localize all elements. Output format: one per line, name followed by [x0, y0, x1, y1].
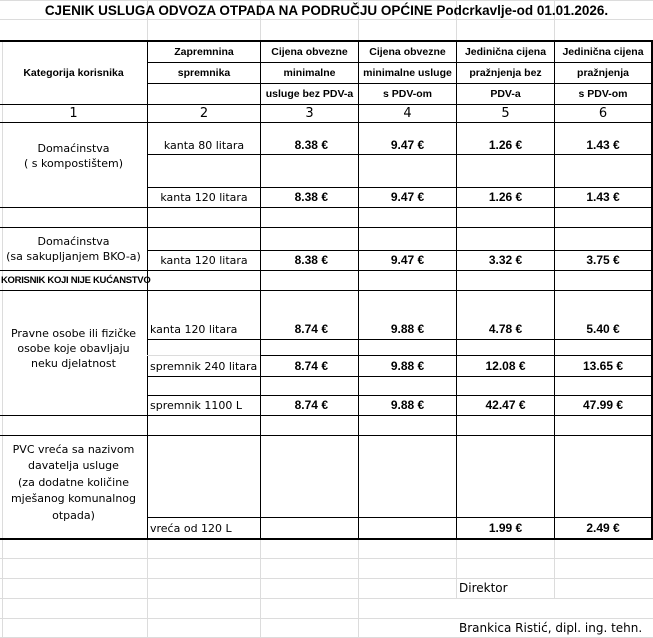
header-min-no-vat-line3: usluge bez PDV-a	[265, 87, 354, 100]
price-min-vat: 9.47 €	[390, 137, 425, 152]
category-line: (za dodatne količine	[18, 475, 129, 489]
container-size: spremnik 240 litara	[150, 359, 258, 373]
container-size: vreća od 120 L	[150, 521, 232, 535]
category-households-compost	[0, 123, 147, 207]
header-min-no-vat-line2: minimalne	[283, 66, 336, 79]
container-size: kanta 120 litara	[150, 323, 238, 336]
price-min-no-vat: 8.38 €	[294, 253, 328, 267]
header-unit-vat-line2: pražnjenja	[577, 66, 629, 79]
price-unit-vat: 3.75 €	[586, 253, 620, 267]
price-unit-no-vat: 1.26 €	[488, 137, 523, 152]
header-unit-vat-line1: Jedinična cijena	[562, 45, 644, 58]
price-min-no-vat	[261, 518, 358, 538]
category-line: neku djelatnost	[31, 356, 116, 370]
header-unit-no-vat-line2: pražnjenja bez	[469, 66, 542, 79]
header-category: Kategorija korisnika	[23, 66, 124, 79]
price-unit-vat: 2.49 €	[586, 520, 620, 535]
header-unit-vat-line3: s PDV-om	[578, 87, 628, 100]
row-divider	[147, 154, 653, 155]
price-unit-no-vat: 4.78 €	[488, 322, 523, 336]
header-unit-no-vat-line3: PDV-a	[490, 87, 521, 100]
signature-name: Brankica Ristić, dipl. ing. tehn.	[459, 621, 643, 635]
container-size: kanta 80 litara	[163, 138, 245, 152]
price-min-no-vat: 8.74 €	[294, 398, 328, 412]
header-volume-line2: spremnika	[177, 66, 231, 79]
category-line: ( s kompostištem)	[23, 157, 124, 170]
price-unit-no-vat: 1.26 €	[488, 190, 523, 204]
row-divider	[147, 339, 653, 340]
price-min-no-vat: 8.74 €	[294, 322, 328, 336]
row-divider	[0, 207, 653, 208]
category-line: otpada)	[52, 508, 95, 522]
category-pvc-bag	[0, 436, 147, 538]
price-min-no-vat: 8.74 €	[294, 358, 328, 373]
page-title: CJENIK USLUGA ODVOZA OTPADA NA PODRUČJU OPĆINE Podcrkavlje-od 01.01.2026.	[44, 2, 609, 18]
price-min-no-vat: 8.38 €	[294, 137, 328, 152]
category-line: Domaćinstva	[37, 235, 110, 248]
category-line: (sa sakupljanjem BKO-a)	[6, 250, 141, 263]
price-min-vat	[359, 518, 456, 538]
price-unit-no-vat: 42.47 €	[485, 398, 526, 412]
price-min-no-vat: 8.38 €	[294, 190, 328, 204]
category-households-bko	[0, 228, 147, 270]
row-divider	[0, 415, 653, 416]
price-min-vat: 9.88 €	[390, 322, 425, 336]
container-size: kanta 120 litara	[160, 191, 248, 204]
header-min-vat-line2: minimalne usluge	[363, 66, 452, 79]
header-min-no-vat-line1: Cijena obvezne	[271, 45, 348, 58]
header-unit-no-vat-line1: Jedinična cijena	[464, 45, 547, 58]
price-unit-vat: 1.43 €	[586, 190, 620, 204]
header-min-vat-line3: s PDV-om	[382, 87, 432, 100]
header-volume-line1: Zapremnina	[174, 45, 234, 58]
price-unit-no-vat: 1.99 €	[488, 520, 523, 535]
row-divider	[147, 376, 653, 377]
price-min-vat: 9.47 €	[390, 253, 425, 267]
column-number: 2	[199, 106, 209, 121]
price-min-vat: 9.88 €	[390, 358, 425, 373]
column-number: 1	[69, 106, 78, 121]
container-size: spremnik 1100 L	[150, 399, 242, 412]
price-unit-vat: 5.40 €	[586, 322, 620, 336]
price-unit-no-vat: 12.08 €	[485, 358, 526, 373]
column-number: 3	[305, 106, 314, 121]
category-line: osobe koje obavljaju	[17, 341, 130, 355]
gridline	[358, 540, 359, 638]
price-unit-no-vat: 3.32 €	[488, 253, 523, 267]
gridline	[260, 540, 261, 638]
column-number: 4	[403, 106, 412, 121]
section-non-household: KORISNIK KOJI NIJE KUĆANSTVO	[1, 275, 151, 286]
category-legal-entities	[0, 291, 147, 415]
gridline	[0, 598, 653, 599]
price-unit-vat: 47.99 €	[582, 398, 624, 412]
gridline	[0, 558, 653, 559]
header-min-vat-line1: Cijena obvezne	[369, 45, 446, 58]
signature-role: Direktor	[459, 581, 508, 595]
container-size: kanta 120 litara	[160, 254, 248, 267]
category-line: davatelja usluge	[28, 459, 119, 473]
gridline	[147, 540, 148, 638]
category-line: Pravne osobe ili fizičke	[10, 326, 137, 340]
column-number: 6	[598, 106, 608, 121]
price-min-vat: 9.47 €	[390, 190, 425, 204]
price-min-vat: 9.88 €	[390, 398, 425, 412]
price-unit-vat: 13.65 €	[582, 358, 624, 373]
price-unit-vat: 1.43 €	[586, 137, 620, 152]
category-line: Domaćinstva	[37, 142, 110, 155]
category-line: mješanog komunalnog	[10, 492, 137, 506]
category-line: PVC vreća sa nazivom	[12, 442, 135, 456]
column-number: 5	[501, 106, 510, 121]
table-border-bottom	[0, 538, 653, 540]
